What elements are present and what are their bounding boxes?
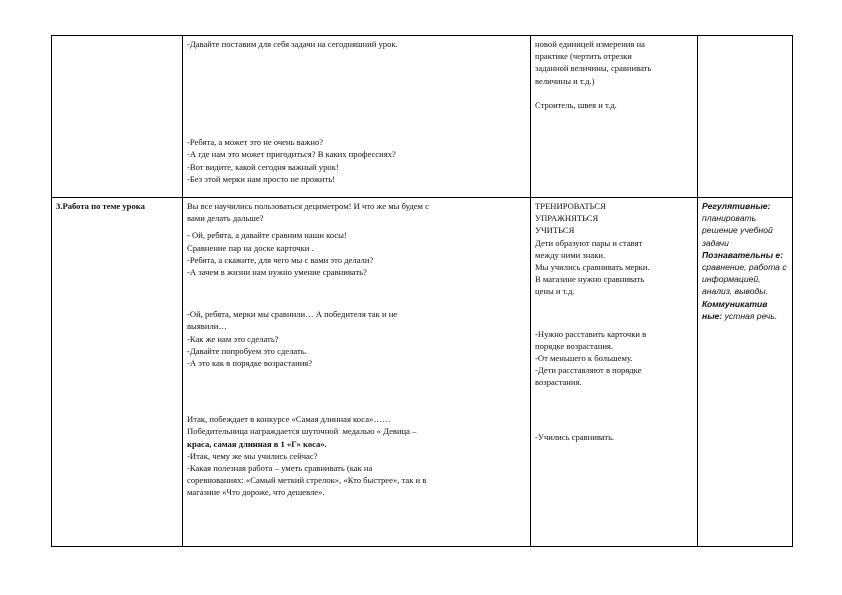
student-line: ТРЕНИРОВАТЬСЯ: [535, 201, 606, 211]
teacher-line: -А где нам это может пригодиться? В каких профессиях?: [187, 149, 396, 160]
uud-communicative-text: устная речь.: [724, 310, 778, 321]
teacher-line: выявили…: [187, 321, 227, 332]
teacher-activity-cell: [183, 198, 531, 547]
teacher-line: -Ребята, а скажите, для чего мы с вами это делали?: [187, 254, 374, 265]
teacher-line: -А это как в порядке возрастания?: [187, 358, 313, 369]
student-line: Дети образуют пары и ставят: [535, 237, 643, 248]
student-line: цены и т.д.: [535, 286, 575, 297]
teacher-line: -А зачем в жизни нам нужно умение сравнивать?: [187, 267, 367, 278]
student-line: практике (чертить отрезки: [535, 51, 632, 62]
teacher-line: Сравнение пар на доске карточки .: [187, 242, 314, 253]
teacher-line: -Без этой мерки нам просто не прожить!: [187, 173, 336, 184]
teacher-line: вами делать дальше?: [187, 213, 264, 224]
student-line: между ними знаки.: [535, 249, 606, 260]
teacher-line: -Ребята, а может это не очень важно?: [187, 137, 324, 148]
uud-cell: [698, 36, 793, 198]
teacher-line: -Ой, ребята, мерки мы сравнили… А победителя так и не: [187, 309, 398, 320]
stage-cell: [52, 198, 183, 547]
teacher-line: соревнованиях: «Самый меткий стрелок», «Кто быстрее», так и в: [187, 475, 427, 486]
stage-title: 3.Работа по теме урока: [56, 201, 145, 211]
teacher-line: - Ой, ребята, а давайте сравним наши косы!: [187, 230, 347, 241]
teacher-line: Итак, побеждает в конкурсе «Самая длинная коса»……: [187, 414, 391, 425]
uud-cognitive-text: сравнение, работа с информацией, анализ, выводы.: [702, 262, 787, 297]
student-line: заданной величины, сравнивать: [535, 63, 652, 74]
student-line: -От меньшего к большему.: [535, 353, 633, 364]
student-activity-cell: [531, 36, 698, 198]
student-line: УЧИТЬСЯ: [535, 225, 575, 236]
teacher-line: магазине «Что дороже, что дешевле».: [187, 487, 325, 498]
student-line: Мы учились сравнивать мерки.: [535, 262, 650, 273]
teacher-line: -Давайте попробуем это сделать.: [187, 345, 307, 356]
teacher-line: краса, самая длинная в 1 «Г» косa».: [187, 438, 327, 449]
teacher-activity-cell: [183, 36, 531, 198]
stage-cell: [52, 36, 183, 198]
student-line: -Дети расставляют в порядке: [535, 365, 642, 376]
uud-cell: [698, 198, 793, 547]
student-activity-cell: [531, 198, 698, 547]
teacher-line: Победительница награждается шуточной медалью « Девица –: [187, 426, 417, 437]
uud-communicative-heading: Коммуникатив ные:: [702, 298, 768, 321]
student-line: -Нужно расставить карточки в: [535, 328, 647, 339]
teacher-line: -Как же нам это сделать?: [187, 333, 279, 344]
lesson-plan-table: [51, 35, 793, 547]
student-line: УПРАЖНЯТЬСЯ: [535, 213, 599, 224]
uud-regulative-heading: Регулятивные:: [702, 201, 771, 211]
student-line: порядке возрастания.: [535, 340, 614, 351]
teacher-line: Вы все научились пользоваться дециметром! И что же мы будем с: [187, 201, 429, 211]
uud-cognitive-heading: Познавательны е:: [702, 249, 784, 260]
teacher-line: -Давайте поставим для себя задачи на сегодняшний урок.: [187, 39, 398, 49]
student-line: возрастания.: [535, 377, 582, 388]
student-line: -Учились сравнивать.: [535, 431, 615, 442]
teacher-line: -Какая полезная работа – уметь сравнивать (как на: [187, 463, 373, 474]
student-line: В магазине нужно сравнивать: [535, 274, 645, 285]
uud-regulative-text: планировать решение учебной задачи: [702, 213, 773, 248]
student-line: величины и т.д.): [535, 75, 595, 86]
table-row: [52, 36, 793, 198]
student-line: Строитель, швея и т.д.: [535, 99, 617, 110]
teacher-line: -Вот видите, какой сегодня важный урок!: [187, 161, 339, 172]
student-line: новой единицей измерения на: [535, 39, 645, 49]
teacher-line: -Итак, чему же мы учились сейчас?: [187, 450, 318, 461]
table-row: [52, 198, 793, 547]
